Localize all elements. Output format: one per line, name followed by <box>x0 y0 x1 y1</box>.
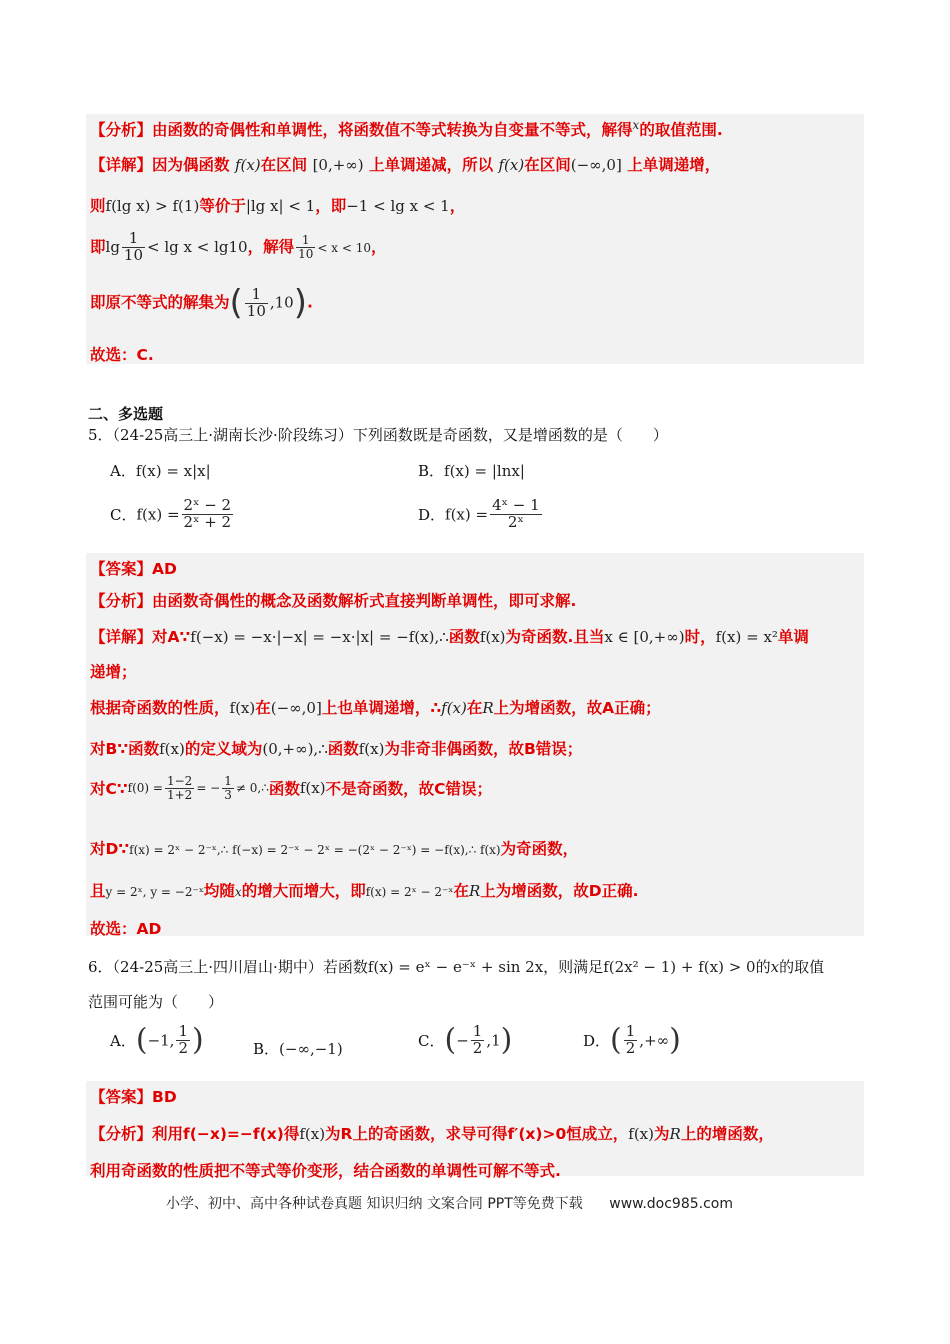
box2-detail-line3: 根据奇函数的性质，f(x)在(−∞,0]上也单调递增，∴f(x)在R上为增函数，故A正确； <box>90 699 661 717</box>
fraction-one-tenth-small: $\frac{1}{10}$ <box>298 233 314 261</box>
footer-url[interactable]: www.doc985.com <box>609 1196 733 1212</box>
footer-text: 小学、初中、高中各种试卷真题 知识归纳 文案合同 PPT等免费下载 <box>166 1196 583 1212</box>
footer <box>166 1193 733 1213</box>
q6-option-d: D．( $\frac{1}{2}$ ,+∞) <box>583 1022 681 1058</box>
q6-option-b: B．(−∞,−1) <box>253 1040 343 1058</box>
fraction-one-tenth: $\frac{1}{10}$ <box>123 229 144 264</box>
box3-analysis-line1: 【分析】利用f(−x)=−f(x)得f(x)为R上的奇函数，求导可得f′(x)>0恒成立，f(x)为R上的增函数， <box>90 1125 774 1143</box>
q6-stem-line1: 6．（24-25高三上·四川眉山·期中）若函数f(x) = eˣ − e⁻ˣ + sin 2x，则满足f(2x² − 1) + f(x) > 0的x的取值 <box>88 958 825 976</box>
box2-detail-line7: 且y = 2ˣ, y = −2⁻ˣ均随x的增大而增大，即f(x) = 2ˣ − 2⁻ˣ在R上为增函数，故D正确. <box>90 882 639 900</box>
box3-analysis-line2: 利用奇函数的性质把不等式等价变形，结合函数的单调性可解不等式. <box>90 1162 561 1180</box>
box1-answer: 故选：C. <box>90 346 154 364</box>
q6-option-a: A．(−1, $\frac{1}{2}$ ) <box>110 1022 204 1058</box>
box2-detail-line2: 递增； <box>90 663 137 681</box>
q5-option-a: A．f(x) = x|x| <box>110 462 211 480</box>
box2-detail-line1: 【详解】对A∵f(−x) = −x·|−x| = −x·|x| = −f(x),∴函数f(x)为奇函数.且当x ∈ [0,+∞)时，f(x) = x²单调 <box>90 628 809 646</box>
box1-detail-line4: 即原不等式的解集为( $\frac{1}{10}$ ,10). <box>90 283 313 323</box>
box2-final-answer: 故选：AD <box>90 920 162 938</box>
box1-detail-line2: 则f(lg x) > f(1)等价于|lg x| < 1，即−1 < lg x < 1， <box>90 197 466 215</box>
box1-analysis-line: 【分析】由函数的奇偶性和单调性，将函数值不等式转换为自变量不等式，解得$^x$的取值范围. <box>90 118 723 139</box>
box2-detail-line6: 对D∵f(x) = 2ˣ − 2⁻ˣ,∴ f(−x) = 2⁻ˣ − 2ˣ = −(2ˣ − 2⁻ˣ) = −f(x),∴ f(x)为奇函数， <box>90 840 579 858</box>
box1-detail-line3: 即lg $\frac{1}{10}$ < lg x < lg10，解得 $\frac{1}{10}$ < x < 10， <box>90 229 387 264</box>
q5-stem: 5．（24-25高三上·湖南长沙·阶段练习）下列函数既是奇函数，又是增函数的是（ ） <box>88 426 668 444</box>
q5-option-d: D．f(x) = $\frac{\text{4ˣ − 1}}{\text{2ˣ}}$ <box>418 496 540 531</box>
box2-detail-line4: 对B∵函数f(x)的定义域为(0,+∞),∴函数f(x)为非奇非偶函数，故B错误； <box>90 740 583 758</box>
q5-option-b: B．f(x) = |lnx| <box>418 462 525 480</box>
box3-answer: 【答案】BD <box>90 1088 177 1106</box>
section-title: 二、多选题 <box>88 405 164 423</box>
box1-detail-line1: 【详解】因为偶函数 f(x)在区间 [0,+∞) 上单调递减，所以 f(x)在区间(−∞,0] 上单调递增， <box>90 156 721 174</box>
box2-answer: 【答案】AD <box>90 560 177 578</box>
q5-option-c: C．f(x) = $\frac{\text{2ˣ − 2}}{\text{2ˣ + 2}}$ <box>110 496 232 531</box>
q6-option-c: C．(− $\frac{1}{2}$ ,1) <box>418 1022 513 1058</box>
q6-stem-line2: 范围可能为（ ） <box>88 993 224 1011</box>
box2-analysis: 【分析】由函数奇偶性的概念及函数解析式直接判断单调性，即可求解. <box>90 592 577 610</box>
box2-detail-line5: 对C∵f(0) = $\frac{1-2}{1+2}$ = − $\frac{1}{3}$ ≠ 0,∴函数f(x)不是奇函数，故C错误； <box>90 774 492 802</box>
